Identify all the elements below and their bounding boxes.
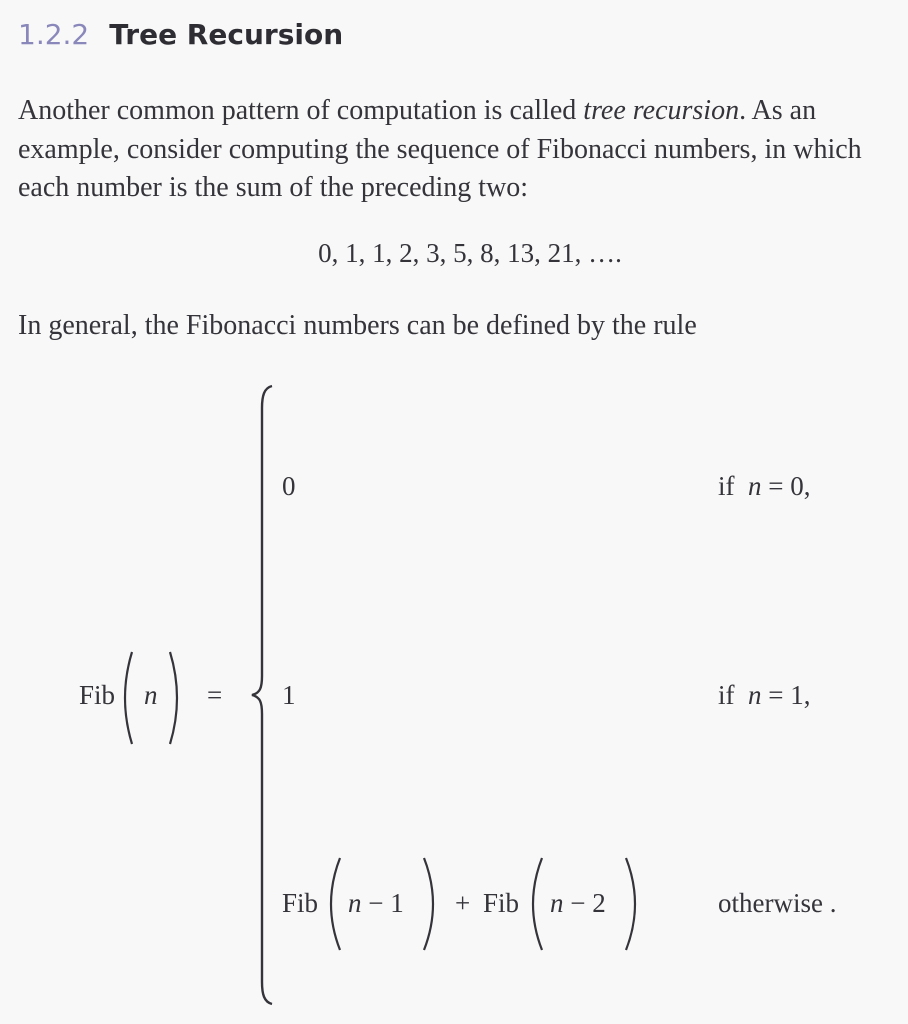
case-1-value: 0 bbox=[282, 471, 296, 501]
lhs-function-name: Fib bbox=[79, 680, 116, 710]
case-3-plus: + bbox=[455, 888, 471, 918]
section-title: Tree Recursion bbox=[109, 18, 344, 51]
intro-paragraph bbox=[18, 92, 908, 208]
equals-sign: = bbox=[207, 680, 223, 710]
section-heading bbox=[18, 18, 343, 51]
case-3-right-paren-2 bbox=[624, 856, 642, 952]
tree-recursion-term: tree recursion bbox=[583, 95, 740, 126]
intro-text-before: Another common pattern of computation is called bbox=[18, 95, 584, 126]
cases-brace bbox=[248, 384, 276, 1006]
case-3-argument-2: n − 2 bbox=[550, 888, 606, 918]
lhs-left-paren bbox=[120, 650, 134, 746]
case-3-argument-1: n − 1 bbox=[348, 888, 404, 918]
intro-text-after: . As an example, consider computing the sequence of Fibonacci numbers, in which each number is the sum of the preceding two: bbox=[18, 95, 862, 203]
case-3-fib-1: Fib bbox=[282, 888, 319, 918]
case-3-left-paren-1 bbox=[324, 856, 342, 952]
case-3-fib-2: Fib bbox=[483, 888, 520, 918]
case-3-condition: otherwise . bbox=[718, 888, 837, 918]
lhs-argument: n bbox=[144, 680, 158, 710]
case-2-value: 1 bbox=[282, 680, 296, 710]
case-3-right-paren-1 bbox=[422, 856, 440, 952]
lhs-right-paren bbox=[168, 650, 182, 746]
general-rule-paragraph: In general, the Fibonacci numbers can be defined by the rule bbox=[18, 310, 697, 341]
case-3-left-paren-2 bbox=[526, 856, 544, 952]
fibonacci-sequence: 0, 1, 1, 2, 3, 5, 8, 13, 21, …. bbox=[318, 238, 622, 268]
case-1-condition: if n = 0, bbox=[718, 471, 811, 501]
section-number: 1.2.2 bbox=[18, 18, 90, 51]
case-2-condition: if n = 1, bbox=[718, 680, 811, 710]
